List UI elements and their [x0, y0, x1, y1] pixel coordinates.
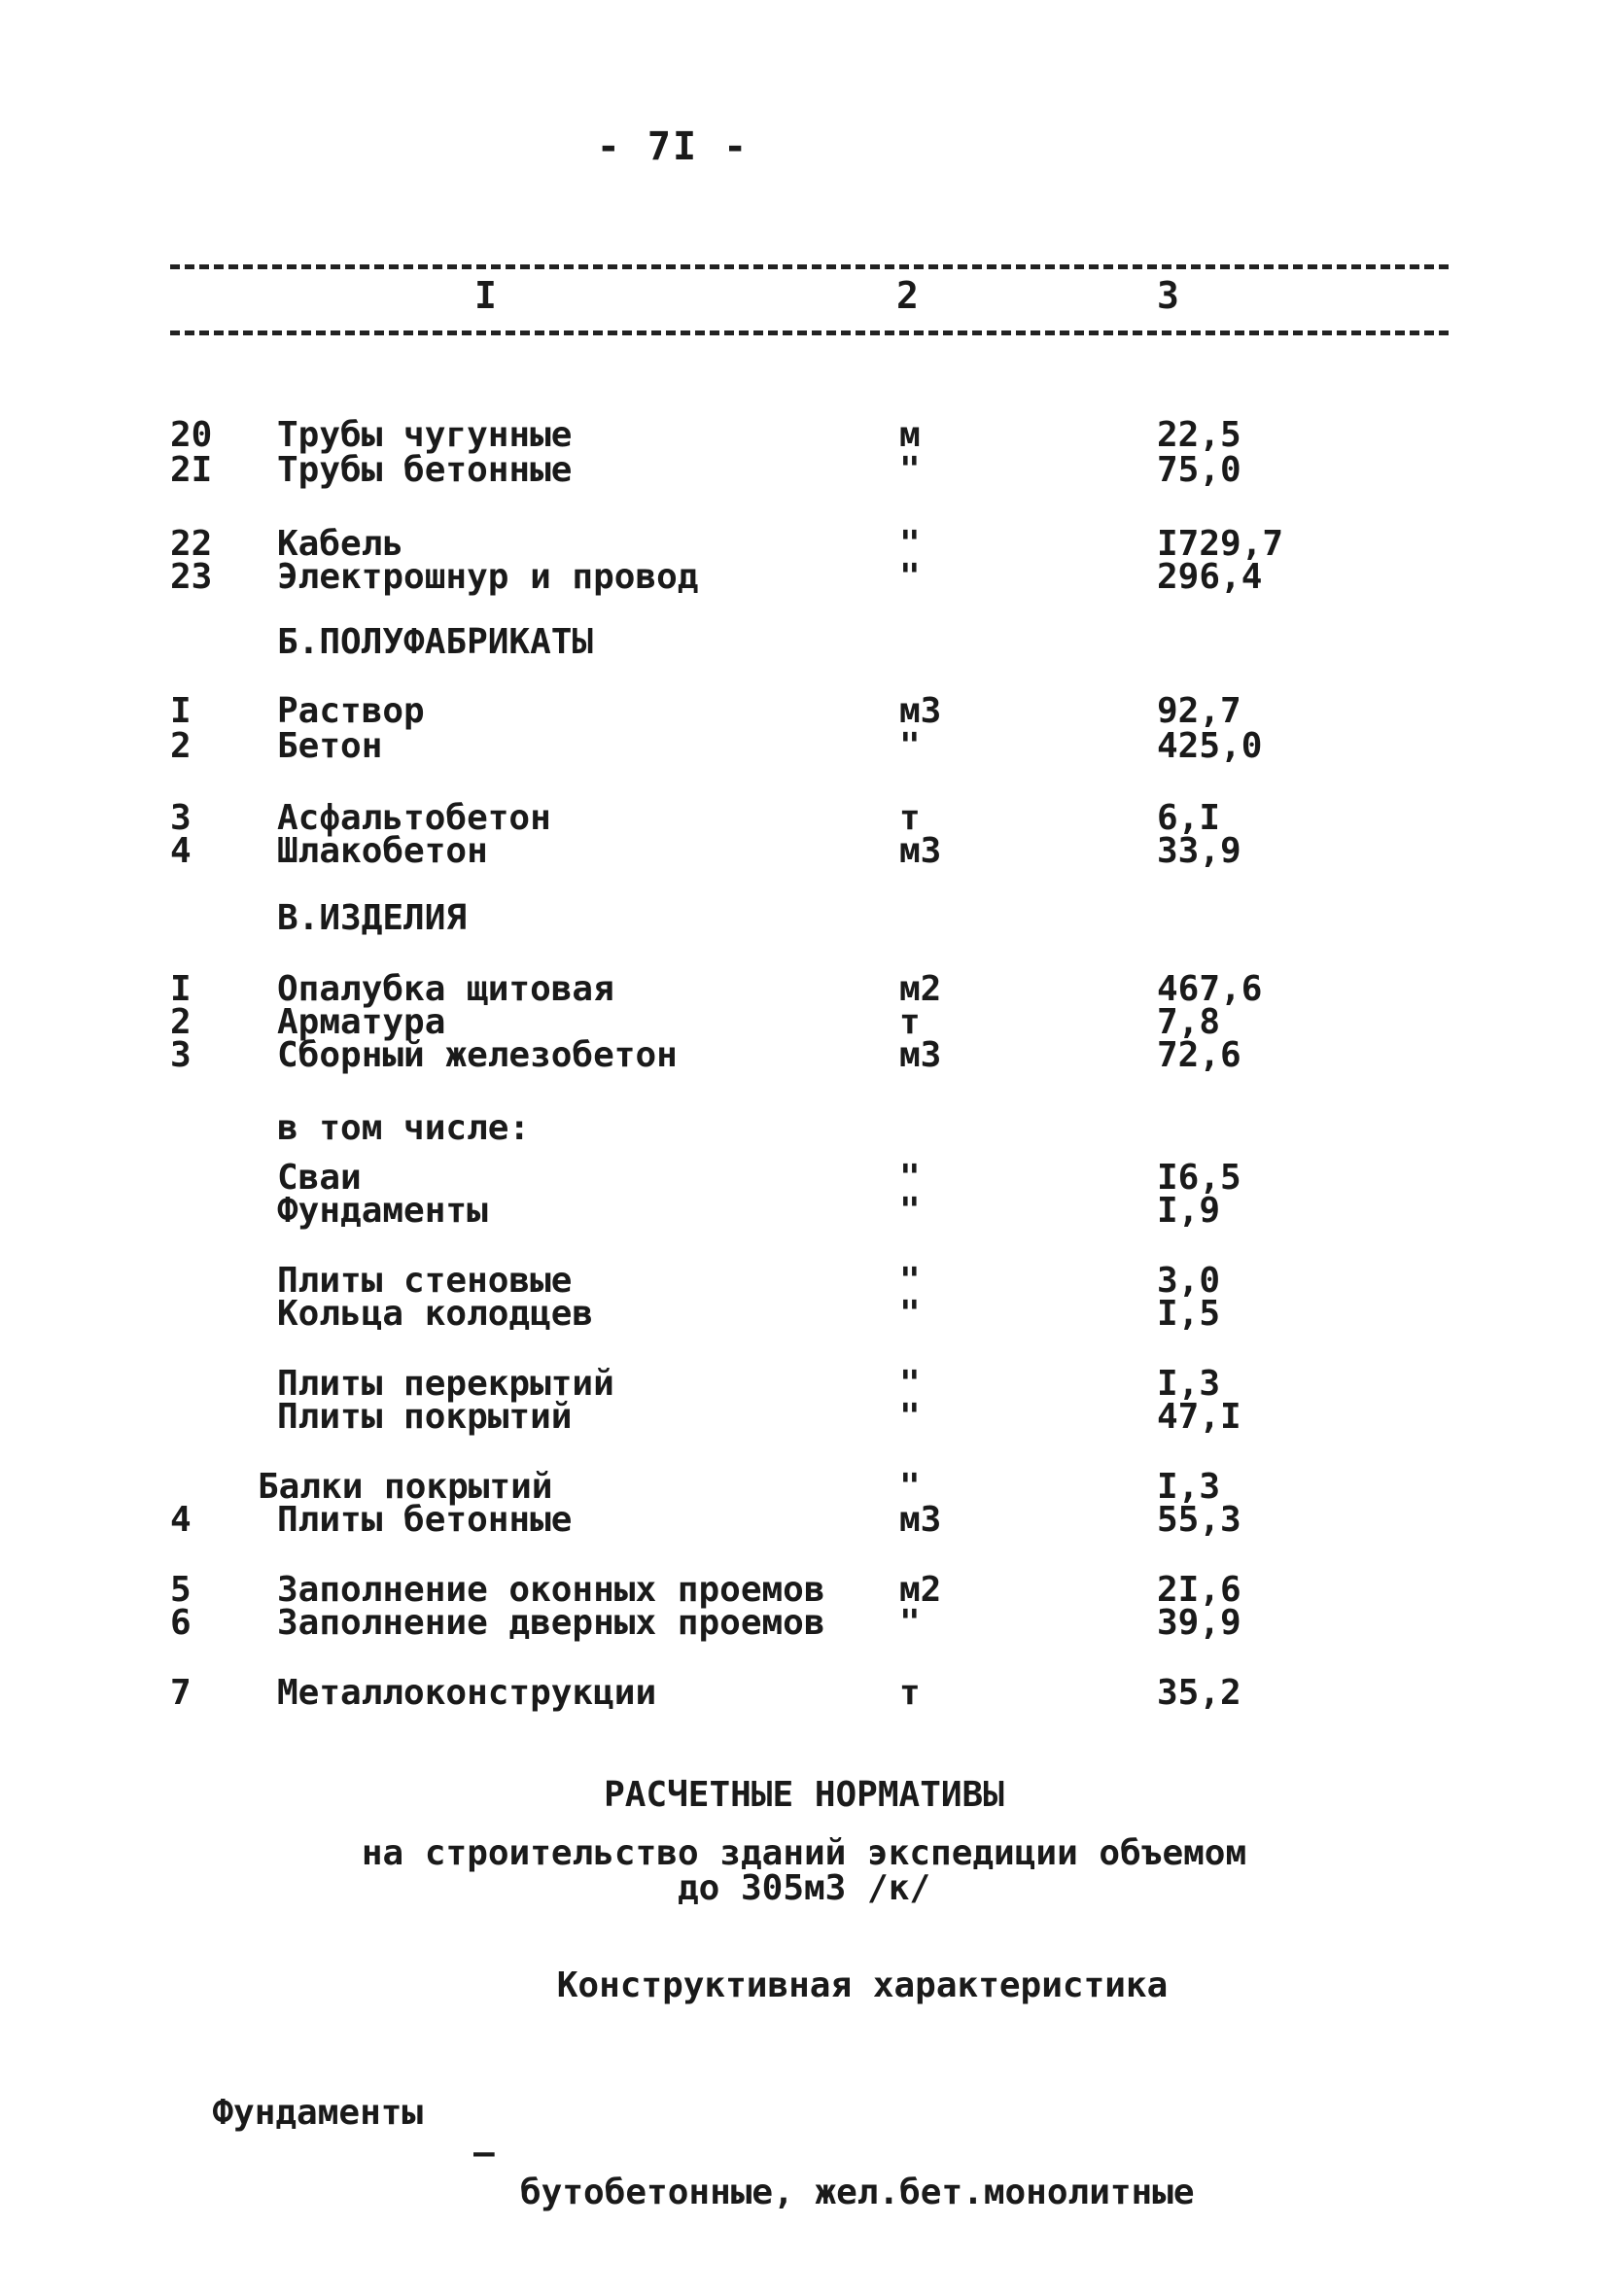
table-row [0, 1501, 1608, 1540]
norms-line-1: на строительство зданий экспедиции объемом [361, 1833, 1247, 1873]
table-row [0, 1192, 1608, 1231]
row-value: 72,6 [1157, 1035, 1241, 1075]
row-unit: " [899, 1294, 921, 1334]
row-name: Заполнение оконных проемов [277, 1570, 825, 1610]
table-header-bottom-rule [170, 330, 1449, 335]
row-unit: м3 [899, 1500, 942, 1540]
row-name: Сборный железобетон [277, 1035, 678, 1075]
row-number: 2 [170, 726, 192, 766]
row-value: 35,2 [1157, 1673, 1241, 1713]
row-value: I729,7 [1157, 524, 1284, 564]
table-row [0, 416, 1608, 455]
table-row [0, 727, 1608, 766]
foundations-line [170, 2053, 1195, 2212]
row-name: Кольца колодцев [277, 1294, 594, 1334]
row-name: Плиты стеновые [277, 1261, 573, 1301]
row-name: Раствор [277, 691, 425, 731]
row-unit: т [899, 1673, 921, 1713]
row-unit: " [899, 1364, 921, 1404]
table-row [0, 451, 1608, 490]
header-col-2: 2 [896, 274, 919, 317]
row-unit: " [899, 1158, 921, 1198]
row-name: Заполнение дверных проемов [277, 1603, 825, 1643]
row-unit: " [899, 450, 921, 490]
row-unit: " [899, 1397, 921, 1437]
row-unit: " [899, 524, 921, 564]
row-number: I [170, 691, 192, 731]
row-name: Асфальтобетон [277, 798, 551, 838]
row-unit: " [899, 1467, 921, 1507]
row-unit: м3 [899, 691, 942, 731]
row-value: I,5 [1157, 1294, 1221, 1334]
row-name: Плиты бетонные [277, 1500, 573, 1540]
row-unit: м3 [899, 831, 942, 871]
row-value: 55,3 [1157, 1500, 1241, 1540]
row-value: I,3 [1157, 1364, 1221, 1404]
row-number: 6 [170, 1603, 192, 1643]
row-value: I,3 [1157, 1467, 1221, 1507]
row-name: Арматура [277, 1002, 446, 1042]
table-row [0, 692, 1608, 731]
foundations-dash: – [473, 2133, 495, 2173]
table-row [0, 1036, 1608, 1075]
row-name: Сваи [277, 1158, 362, 1198]
row-number: 5 [170, 1570, 192, 1610]
foundations-label: Фундаменты [212, 2093, 424, 2133]
row-number: 3 [170, 798, 192, 838]
row-number: 4 [170, 1500, 192, 1540]
row-name: Металлоконструкции [277, 1673, 657, 1713]
row-value: 296,4 [1157, 557, 1263, 597]
row-number: 2I [170, 450, 213, 490]
row-name: Бетон [277, 726, 383, 766]
row-unit: м2 [899, 1570, 942, 1610]
row-value: 425,0 [1157, 726, 1263, 766]
row-unit: " [899, 1603, 921, 1643]
row-name: Кабель [277, 524, 404, 564]
row-value: 467,6 [1157, 969, 1263, 1009]
table-header-top-rule [170, 264, 1449, 269]
row-unit: " [899, 557, 921, 597]
row-value: 39,9 [1157, 1603, 1241, 1643]
foundations-value: бутобетонные, жел.бет.монолитные [520, 2173, 1195, 2212]
row-name: Фундаменты [277, 1191, 488, 1231]
table-row [0, 832, 1608, 871]
norms-title: РАСЧЕТНЫЕ НОРМАТИВЫ [604, 1775, 1004, 1815]
section-heading-b: Б.ПОЛУФАБРИКАТЫ [277, 622, 594, 662]
row-value: 3,0 [1157, 1261, 1221, 1301]
row-value: 6,I [1157, 798, 1221, 838]
row-name: Электрошнур и провод [277, 557, 699, 597]
in-that-number-label: в том числе: [277, 1108, 531, 1148]
table-row [0, 1398, 1608, 1437]
row-value: 47,I [1157, 1397, 1241, 1437]
row-name: Опалубка щитовая [277, 969, 614, 1009]
row-number: 2 [170, 1002, 192, 1042]
row-unit: т [899, 1002, 921, 1042]
table-row [0, 558, 1608, 597]
row-unit: " [899, 726, 921, 766]
table-row [0, 1674, 1608, 1713]
header-col-1: I [474, 274, 497, 317]
section-heading-v: В.ИЗДЕЛИЯ [277, 898, 468, 938]
row-value: I6,5 [1157, 1158, 1241, 1198]
row-value: 7,8 [1157, 1002, 1221, 1042]
row-unit: м2 [899, 969, 942, 1009]
row-value: 92,7 [1157, 691, 1241, 731]
row-unit: " [899, 1191, 921, 1231]
table-row [0, 1604, 1608, 1643]
constructive-characteristic-title: Конструктивная характеристика [556, 1966, 1169, 2005]
row-unit: м3 [899, 1035, 942, 1075]
row-number: 7 [170, 1673, 192, 1713]
row-name: Плиты покрытий [277, 1397, 573, 1437]
row-number: 23 [170, 557, 213, 597]
row-value: 22,5 [1157, 415, 1241, 455]
row-unit: м [899, 415, 921, 455]
row-number: I [170, 969, 192, 1009]
row-name: Балки покрытий [258, 1467, 553, 1507]
row-unit: т [899, 798, 921, 838]
row-value: 33,9 [1157, 831, 1241, 871]
row-name: Плиты перекрытий [277, 1364, 614, 1404]
row-number: 3 [170, 1035, 192, 1075]
row-unit: " [899, 1261, 921, 1301]
row-name: Трубы бетонные [277, 450, 573, 490]
table-row [0, 1295, 1608, 1334]
row-value: I,9 [1157, 1191, 1221, 1231]
page-number: - 7I - [596, 124, 750, 169]
header-col-3: 3 [1157, 274, 1179, 317]
norms-line-2: до 305м3 /к/ [677, 1868, 931, 1908]
row-number: 22 [170, 524, 213, 564]
row-number: 4 [170, 831, 192, 871]
row-number: 20 [170, 415, 213, 455]
row-name: Трубы чугунные [277, 415, 573, 455]
row-value: 75,0 [1157, 450, 1241, 490]
row-name: Шлакобетон [277, 831, 488, 871]
row-value: 2I,6 [1157, 1570, 1241, 1610]
